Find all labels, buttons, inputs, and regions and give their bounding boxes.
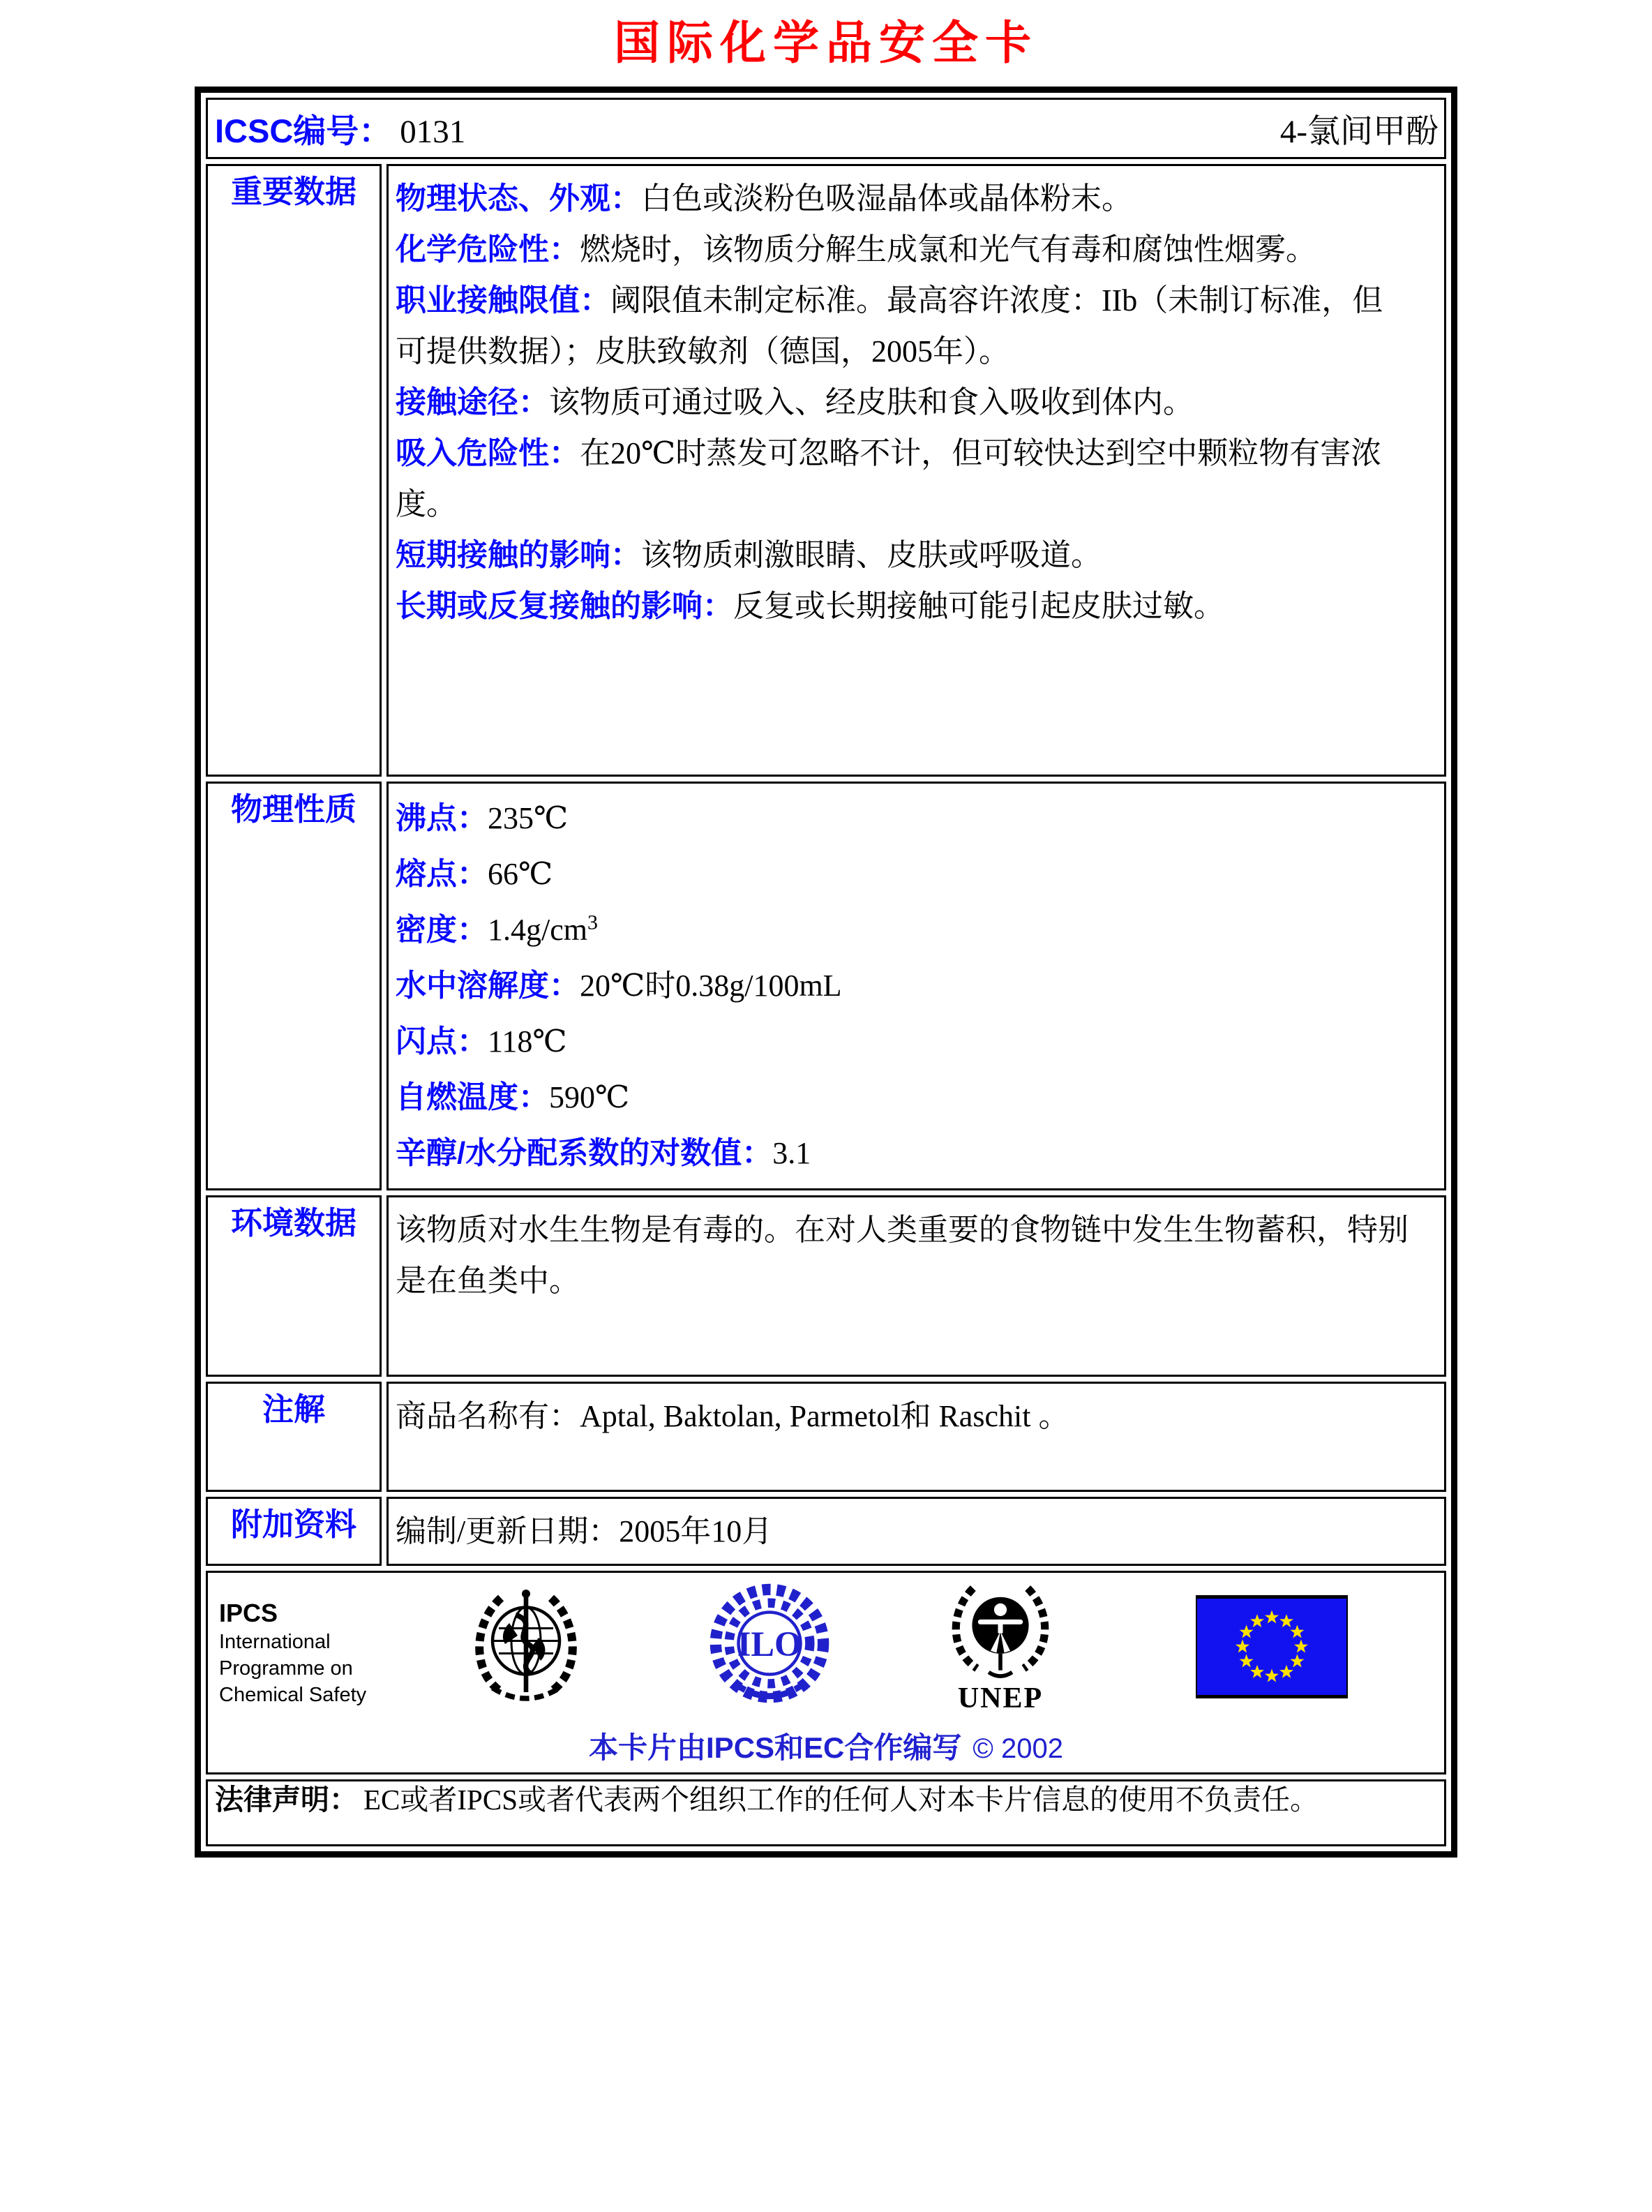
chemical-name: 4-氯间甲酚 [1279, 113, 1439, 150]
important-item: 职业接触限值：阈限值未制定标准。最高容许浓度：IIb（未制订标准，但可提供数据）；皮肤致敏剂（德国，2005年）。 [396, 283, 1383, 368]
important-item: 物理状态、外观：白色或淡粉色吸湿晶体或晶体粉末。 [396, 181, 1132, 216]
important-item: 吸入危险性：在20℃时蒸发可忽略不计，但可较快达到空中颗粒物有害浓度。 [396, 436, 1382, 521]
icsc-number-label: ICSC编号： [215, 112, 392, 149]
important-item: 短期接触的影响：该物质刺激眼睛、皮肤或呼吸道。 [396, 538, 1102, 572]
who-logo-icon [463, 1578, 589, 1715]
ipcs-line3: Chemical Safety [219, 1684, 367, 1706]
icsc-number-field [215, 105, 465, 152]
important-item: 接触途径：该物质可通过吸入、经皮肤和食入吸收到体内。 [396, 385, 1194, 419]
environmental-data-content [386, 1195, 1446, 1377]
legal-cell [206, 1779, 1446, 1846]
physical-properties-content [386, 782, 1446, 1190]
density-superscript: 3 [587, 911, 598, 934]
notes-content [386, 1382, 1446, 1492]
ipcs-line1: International [219, 1631, 331, 1653]
physical-item: 闪点：118℃ [396, 1024, 567, 1059]
physical-item: 沸点：235℃ [396, 801, 569, 835]
ipcs-text-block [215, 1578, 424, 1708]
section-label-important-data: 重要数据 [206, 164, 382, 777]
table-row-physical-properties [206, 782, 1446, 1190]
header-cell [206, 98, 1446, 159]
physical-item: 熔点：66℃ [396, 857, 553, 891]
section-label-notes: 注解 [206, 1382, 382, 1492]
icsc-card-table [195, 87, 1457, 1858]
unep-label: UNEP [957, 1682, 1044, 1714]
additional-info-text: 编制/更新日期：2005年10月 [396, 1514, 773, 1548]
section-label-environmental-data: 环境数据 [206, 1195, 382, 1377]
table-row-header [206, 98, 1446, 159]
logos-cell [206, 1571, 1446, 1774]
ipcs-title: IPCS [219, 1599, 278, 1627]
physical-item: 密度：$1.4g/cm^3$ [396, 911, 598, 947]
table-row-notes [206, 1382, 1446, 1492]
unep-logo-icon [942, 1578, 1059, 1714]
page-title: 国际化学品安全卡 [614, 18, 1038, 69]
eu-flag-icon [1196, 1578, 1348, 1698]
important-data-content [386, 164, 1446, 777]
icsc-number-value: 0131 [400, 113, 466, 150]
table-row-legal [206, 1779, 1446, 1846]
ipcs-line2: Programme on [219, 1657, 353, 1680]
legal-text: EC或者IPCS或者代表两个组织工作的任何人对本卡片信息的使用不负责任。 [363, 1784, 1319, 1816]
notes-text: 商品名称有：Aptal, Baktolan, Parmetol和 Raschit 。 [396, 1399, 1069, 1433]
physical-item: 水中溶解度：20℃时0.38g/100mL [396, 969, 842, 1003]
table-row-logos [206, 1571, 1446, 1774]
important-item: 长期或反复接触的影响：反复或长期接触可能引起皮肤过敏。 [396, 589, 1224, 623]
environmental-text: 该物质对水生生物是有毒的。在对人类重要的食物链中发生生物蓄积，特别是在鱼类中。 [396, 1213, 1409, 1298]
table-row-important-data [206, 164, 1446, 777]
legal-label: 法律声明： [215, 1784, 358, 1816]
table-row-additional-info [206, 1497, 1446, 1566]
svg-text:ILO: ILO [737, 1624, 802, 1664]
important-item: 化学危险性：燃烧时，该物质分解生成氯和光气有毒和腐蚀性烟雾。 [396, 232, 1316, 267]
table-row-environmental-data [206, 1195, 1446, 1377]
cooperation-caption [215, 1725, 1437, 1767]
section-label-additional-info: 附加资料 [206, 1497, 382, 1566]
caption-text: 本卡片由IPCS和EC合作编写 [589, 1731, 962, 1764]
section-label-physical-properties: 物理性质 [206, 782, 382, 1190]
physical-item: 辛醇/水分配系数的对数值：3.1 [396, 1136, 811, 1170]
physical-item: 自燃温度：590℃ [396, 1080, 630, 1114]
caption-year: © 2002 [973, 1733, 1063, 1764]
additional-info-content [386, 1497, 1446, 1566]
ilo-logo-icon [707, 1578, 832, 1710]
